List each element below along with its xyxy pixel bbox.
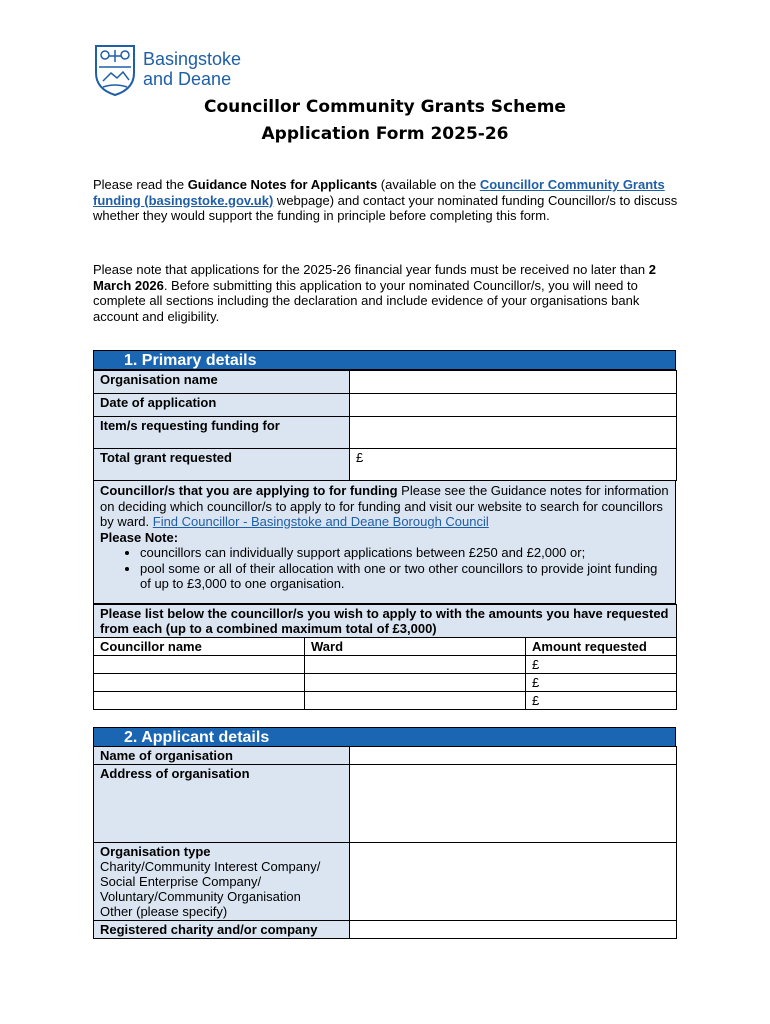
amount-field[interactable]: £ — [526, 692, 677, 710]
type-option: Voluntary/Community Organisation — [100, 889, 301, 904]
address-field[interactable] — [350, 765, 677, 843]
find-councillor-link[interactable]: Find Councillor - Basingstoke and Deane Borough Council — [152, 514, 489, 529]
intro-paragraph-1: Please read the Guidance Notes for Applicants (available on the Councillor Community Grants funding (basingstoke.gov.uk) webpage) and contact your nominated funding Councillor/s to discuss whether they would support the funding in principle before completing this form. — [93, 177, 678, 223]
name-of-organisation-label: Name of organisation — [94, 747, 350, 765]
funding-rules-list — [100, 545, 669, 592]
list-instruction: Please list below the councillor/s you wish to apply to with the amounts you have requested from each (up to a combined maximum total of £3,000) — [94, 605, 677, 638]
applicant-details-table — [93, 746, 677, 939]
council-logo — [93, 43, 263, 99]
section-2-heading: 2. Applicant details — [93, 727, 676, 747]
logo-line-1: Basingstoke — [143, 49, 242, 69]
date-of-application-field[interactable] — [350, 394, 677, 417]
grants-funding-link[interactable]: Councillor Community Grants funding (basingstoke.gov.uk) — [93, 177, 665, 208]
councillor-name-field[interactable] — [94, 674, 305, 692]
councillor-name-field[interactable] — [94, 656, 305, 674]
name-of-organisation-field[interactable] — [350, 747, 677, 765]
logo-text — [143, 49, 241, 89]
primary-details-table — [93, 370, 677, 481]
councillor-name-field[interactable] — [94, 692, 305, 710]
page-title: Councillor Community Grants Scheme — [204, 97, 566, 117]
col-amount-requested: Amount requested — [526, 638, 677, 656]
organisation-type-field[interactable] — [350, 843, 677, 921]
councillor-amounts-table — [93, 604, 677, 710]
address-label: Address of organisation — [94, 765, 350, 843]
date-of-application-label: Date of application — [94, 394, 350, 417]
list-item: • councillors can individually support applications between £250 and £2,000 or; — [140, 545, 669, 561]
organisation-type-cell — [94, 843, 350, 921]
page-subtitle: Application Form 2025-26 — [261, 124, 509, 144]
type-option: Charity/Community Interest Company/ — [100, 859, 321, 874]
crest-icon — [93, 43, 137, 97]
col-councillor-name: Councillor name — [94, 638, 305, 656]
ward-field[interactable] — [305, 656, 526, 674]
intro-paragraph-2: Please note that applications for the 2025-26 financial year funds must be received no later than 2 March 2026. Before submitting this application to your nominated Councillor/s, you will need to complete all sections including the declaration and include evidence of your organisations bank account and eligibility. — [93, 262, 656, 324]
table-row — [94, 656, 677, 674]
items-requesting-label: Item/s requesting funding for — [94, 417, 350, 449]
items-requesting-field[interactable] — [350, 417, 677, 449]
organisation-type-label: Organisation type — [100, 844, 211, 859]
section-1-heading: 1. Primary details — [93, 350, 676, 370]
organisation-name-field[interactable] — [350, 371, 677, 394]
list-item: • pool some or all of their allocation with one or two other councillors to provide joint funding of up to £3,000 to one organisation. — [140, 561, 669, 592]
ward-field[interactable] — [305, 674, 526, 692]
registered-charity-label: Registered charity and/or company — [94, 921, 350, 939]
type-option: Other (please specify) — [100, 904, 228, 919]
organisation-name-label: Organisation name — [94, 371, 350, 394]
table-row — [94, 674, 677, 692]
amount-field[interactable]: £ — [526, 656, 677, 674]
ward-field[interactable] — [305, 692, 526, 710]
registered-charity-field[interactable] — [350, 921, 677, 939]
type-option: Social Enterprise Company/ — [100, 874, 262, 889]
please-note-label: Please Note: — [100, 529, 179, 545]
table-row — [94, 692, 677, 710]
total-grant-label: Total grant requested — [94, 449, 350, 481]
councillor-guidance-box: Councillor/s that you are applying to for funding Please see the Guidance notes for information on deciding which councillor/s to apply to for funding and visit our website to search for councillors by ward. Find Councillor - Basingstoke and Deane Borough Council Please Note: • councillors can individually support applications between £250 and £2,000 or; • pool some or all of their allocation with one or two other councillors to provide joint funding of up to £3,000 to one organisation. — [93, 480, 676, 604]
col-ward: Ward — [305, 638, 526, 656]
amount-field[interactable]: £ — [526, 674, 677, 692]
logo-line-2: and Deane — [143, 69, 232, 89]
total-grant-field[interactable]: £ — [350, 449, 677, 481]
